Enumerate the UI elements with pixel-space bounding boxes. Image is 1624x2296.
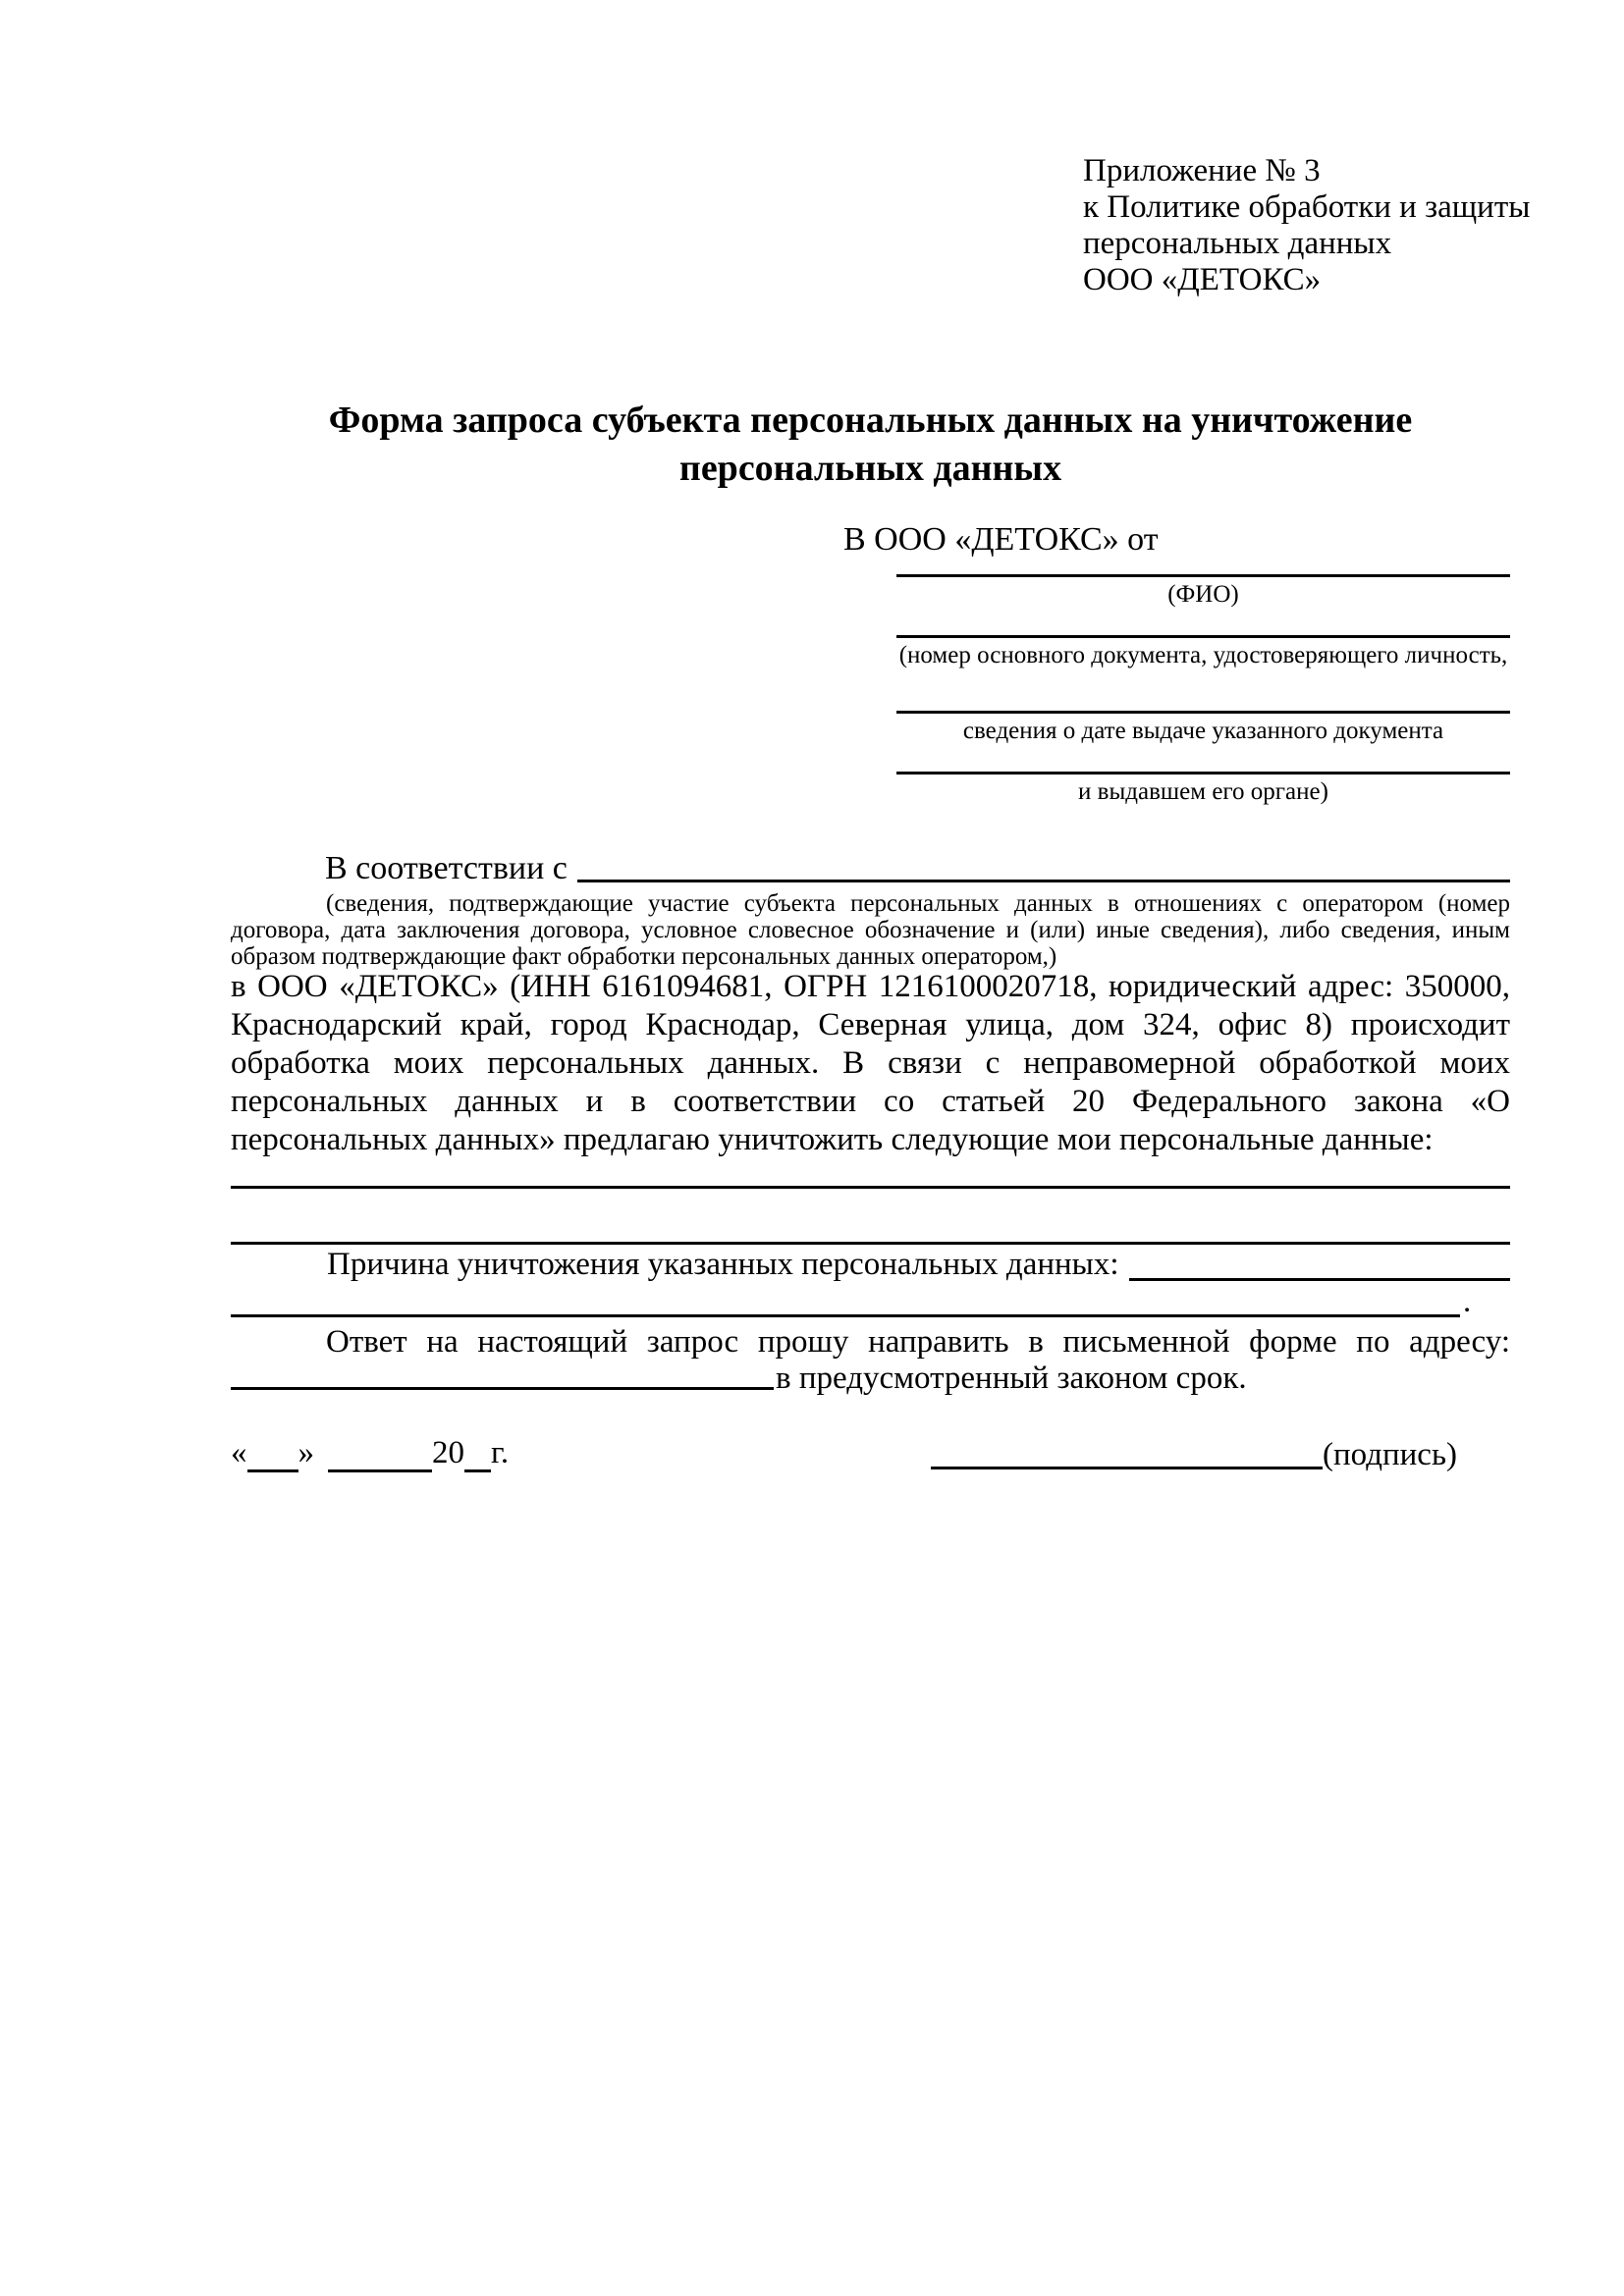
- main-paragraph: в ООО «ДЕТОКС» (ИНН 6161094681, ОГРН 1216100020718, юридический адрес: 350000, Краснодарский край, город Краснодар, Северная улица, дом 324, офис 8) происходит обработка моих персональных данных. В связи с неправомерной обработкой моих персональных данных и в соответствии со статьей 20 Федерального закона «О персональных данных» предлагаю уничтожить следующие мои персональные данные:: [231, 969, 1510, 1157]
- signature-caption: (подпись): [1323, 1437, 1457, 1472]
- signature-blank-line: [931, 1437, 1323, 1469]
- sentence-period: .: [1463, 1284, 1472, 1319]
- appendix-note-line2: к Политике обработки и защиты: [1083, 189, 1531, 225]
- appendix-note: [1083, 153, 1530, 298]
- response-request-line2: [231, 1361, 1510, 1397]
- reason-row: [327, 1247, 1510, 1283]
- date-year-prefix: 20: [432, 1435, 464, 1470]
- date-row: [231, 1435, 509, 1472]
- response-request-line1: Ответ на настоящий запрос прошу направить в письменной форме по адресу:: [326, 1324, 1510, 1360]
- issue-date-caption: сведения о дате выдаче указанного документа: [962, 718, 1444, 744]
- personal-data-blank-line-2: [231, 1242, 1510, 1245]
- document-number-blank-line: [896, 635, 1510, 638]
- reason-blank-line: [1129, 1247, 1510, 1281]
- document-title: [231, 397, 1510, 493]
- appendix-note-line4: ООО «ДЕТОКС»: [1083, 262, 1322, 297]
- address-blank-line: [231, 1361, 774, 1390]
- appendix-note-line1: Приложение № 3: [1083, 153, 1321, 188]
- accordance-label: В соответствии с: [325, 850, 568, 886]
- issuing-authority-caption: и выдавшем его органе): [1078, 778, 1328, 805]
- date-day-blank: [247, 1435, 298, 1472]
- date-month-blank: [328, 1435, 432, 1472]
- issue-date-blank-line: [896, 711, 1510, 714]
- addressee-line: В ООО «ДЕТОКС» от: [843, 521, 1159, 558]
- explanatory-note: (сведения, подтверждающие участие субъекта персональных данных в отношениях с оператором (номер договора, дата заключения договора, условное словесное обозначение и (или) иные сведения), либо сведения, иным образом подтверждающие факт обработки персональных данных оператором,): [231, 890, 1510, 970]
- accordance-blank-line: [577, 850, 1510, 882]
- date-year-blank: [464, 1435, 491, 1472]
- reason-blank-line-2: [231, 1314, 1460, 1317]
- personal-data-blank-line-1: [231, 1186, 1510, 1189]
- response-request-line2-text: в предусмотренный законом срок.: [776, 1361, 1247, 1396]
- date-quote-open: «: [231, 1435, 247, 1470]
- fio-blank-line: [896, 574, 1510, 577]
- document-title-line1: Форма запроса субъекта персональных данных на уничтожение: [328, 400, 1413, 441]
- date-year-suffix: г.: [491, 1435, 510, 1470]
- document-number-caption: (номер основного документа, удостоверяющего личность,: [898, 642, 1508, 668]
- date-quote-close: »: [298, 1435, 314, 1470]
- accordance-row: [325, 850, 1510, 887]
- reason-label: Причина уничтожения указанных персональных данных:: [327, 1247, 1119, 1282]
- issuing-authority-blank-line: [896, 772, 1510, 774]
- fio-caption: (ФИО): [1167, 581, 1239, 608]
- document-title-line2: персональных данных: [678, 448, 1062, 489]
- appendix-note-line3: персональных данных: [1083, 226, 1392, 261]
- signature-row: [931, 1437, 1486, 1473]
